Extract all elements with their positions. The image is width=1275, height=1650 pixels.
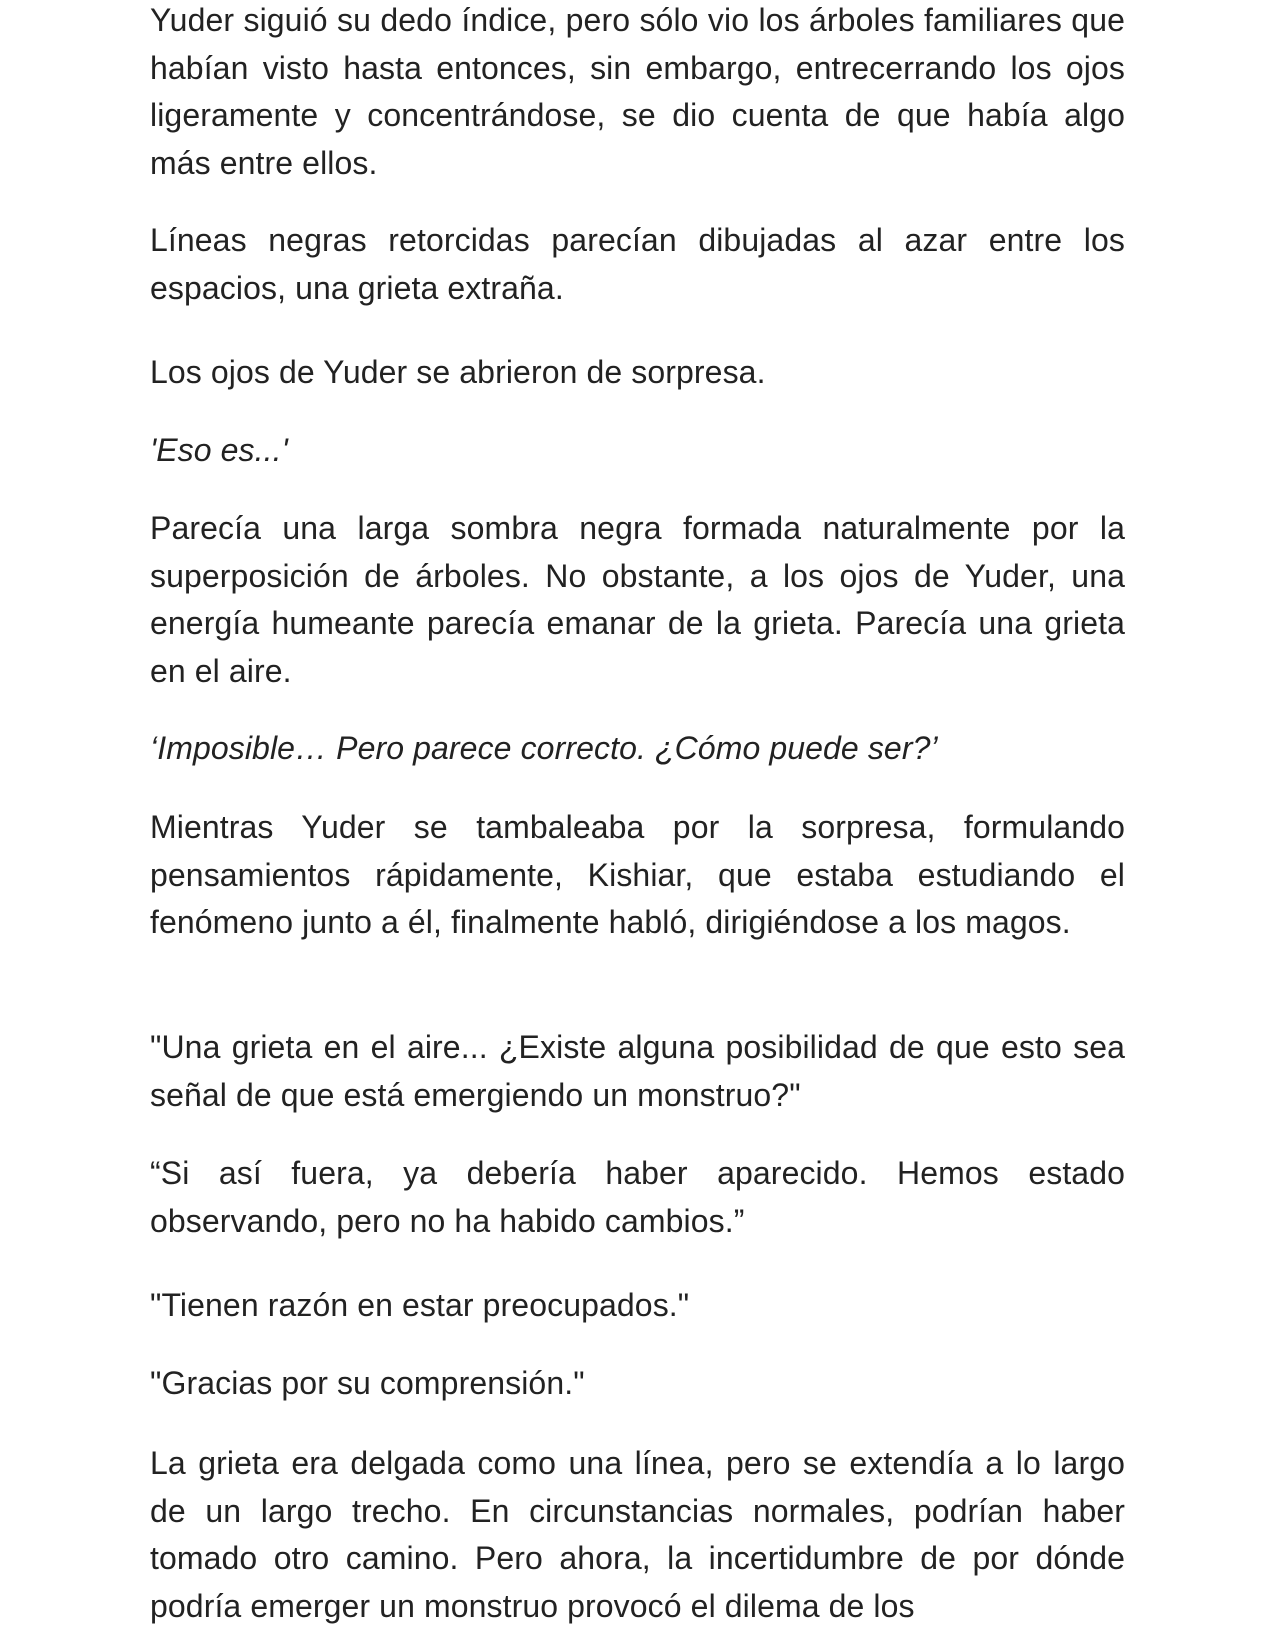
dialogue-no-changes: “Si así fuera, ya debería haber aparecido. Hemos estado observando, pero no ha habido cambios.” (150, 1155, 1125, 1239)
paragraph-kishiar-speaks: Mientras Yuder se tambaleaba por la sorpresa, formulando pensamientos rápidamente, Kishiar, que estaba estudiando el fenómeno junto a él, finalmente habló, dirigiéndose a los magos. (150, 809, 1125, 940)
dialogue-monster-question: "Una grieta en el aire... ¿Existe alguna posibilidad de que esto sea señal de que está emergiendo un monstruo?" (150, 1029, 1125, 1113)
paragraph-black-lines: Líneas negras retorcidas parecían dibujadas al azar entre los espacios, una grieta extraña. (150, 222, 1125, 306)
document-page (150, 0, 1125, 1650)
dialogue-right-to-worry: "Tienen razón en estar preocupados." (150, 1287, 690, 1323)
paragraph-eyes-widen: Los ojos de Yuder se abrieron de sorpresa. (150, 354, 766, 390)
paragraph-long-shadow: Parecía una larga sombra negra formada naturalmente por la superposición de árboles. No obstante, a los ojos de Yuder, una energía humeante parecía emanar de la grieta. Parecía una grieta en el aire. (150, 510, 1125, 689)
dialogue-thanks: "Gracias por su comprensión." (150, 1365, 585, 1401)
thought-imposible: ‘Imposible… Pero parece correcto. ¿Cómo puede ser?’ (150, 730, 938, 766)
paragraph-crack-thin-line: La grieta era delgada como una línea, pero se extendía a lo largo de un largo trecho. En circunstancias normales, podrían haber tomado otro camino. Pero ahora, la incertidumbre de por dónde podría emerger un monstruo provocó el dilema de los (150, 1445, 1125, 1624)
paragraph-yuder-follows-finger: Yuder siguió su dedo índice, pero sólo vio los árboles familiares que habían visto hasta entonces, sin embargo, entrecerrando los ojos ligeramente y concentrándose, se dio cuenta de que había algo más entre ellos. (150, 2, 1125, 181)
thought-eso-es: 'Eso es...' (150, 432, 288, 468)
